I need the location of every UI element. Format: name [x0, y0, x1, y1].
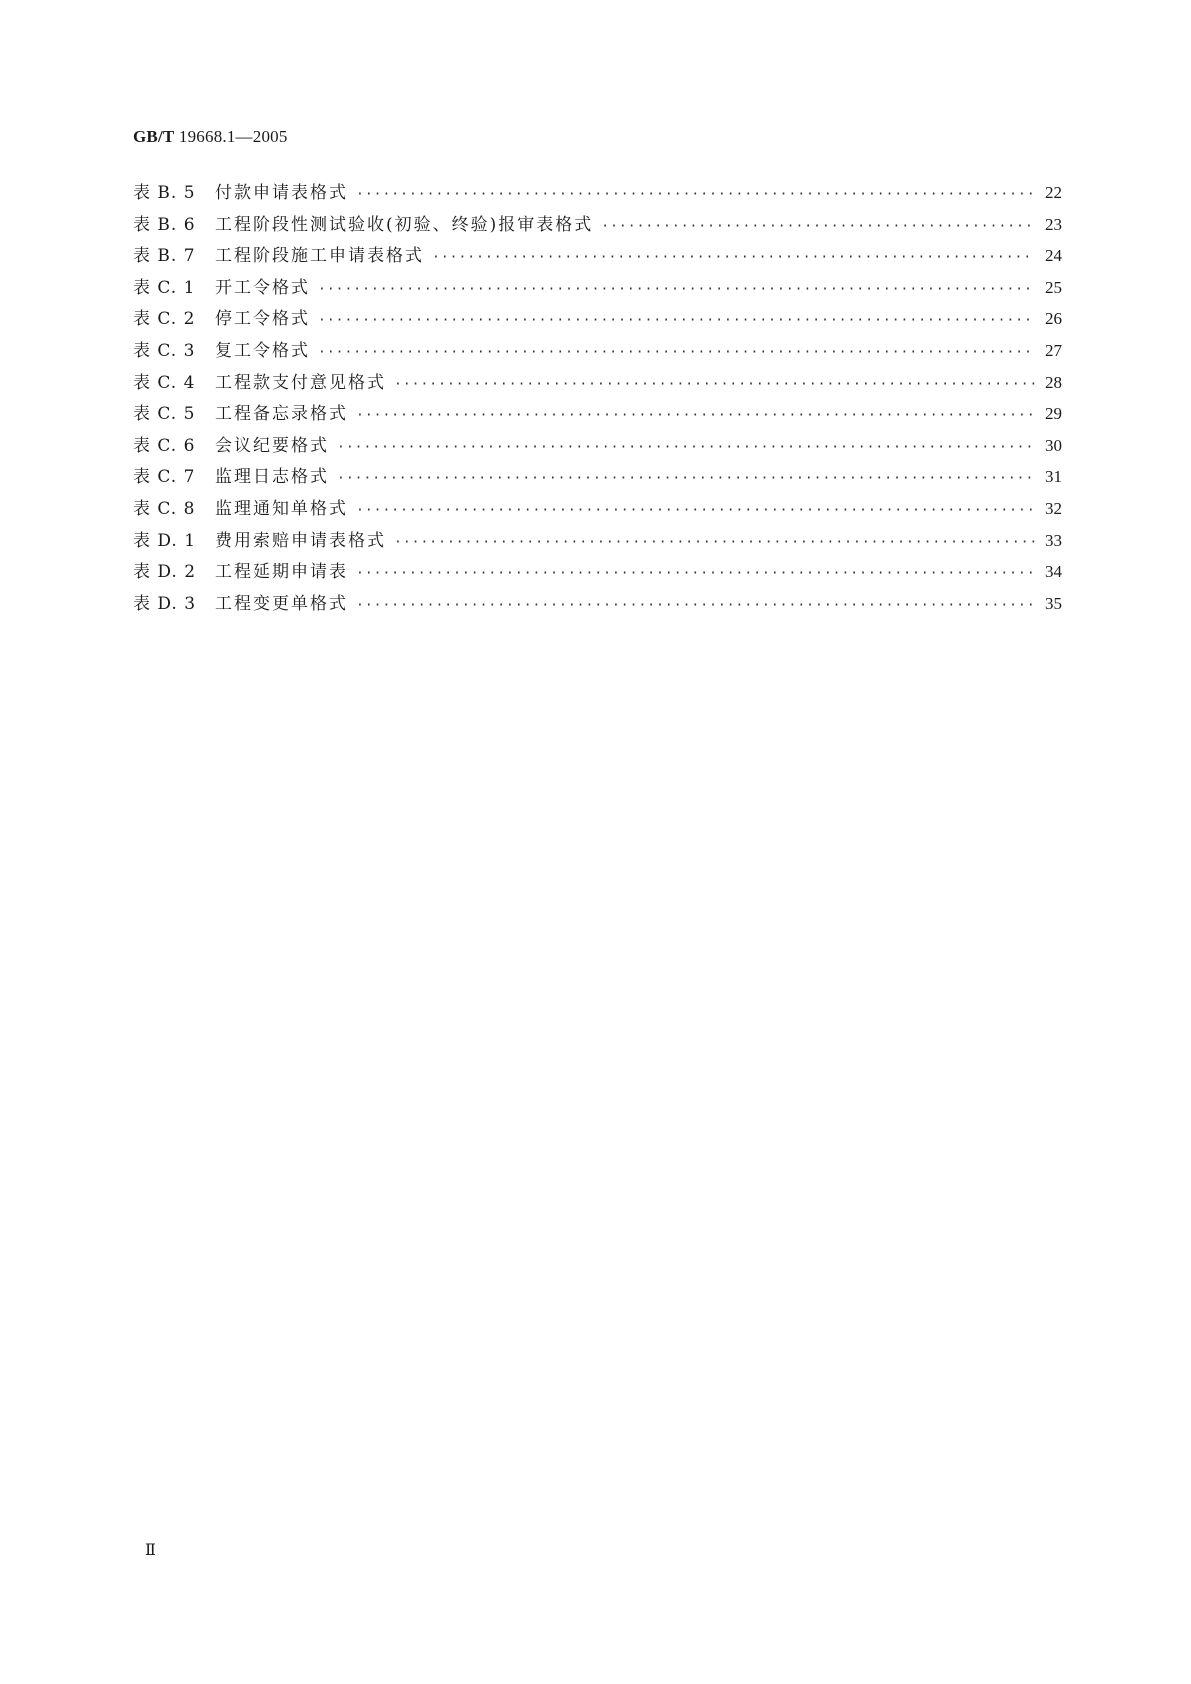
- toc-entry-page: 30: [1045, 435, 1062, 455]
- toc-entry[interactable]: [133, 336, 1062, 368]
- toc-entry[interactable]: [133, 399, 1062, 431]
- toc-entry-number: 表 C. 2: [133, 309, 196, 330]
- toc-entry-page: 34: [1045, 562, 1062, 582]
- toc-leader-dots: [318, 282, 1035, 297]
- toc-entry[interactable]: [133, 273, 1062, 305]
- toc-entry-page: 24: [1045, 246, 1062, 266]
- standard-code: GB/T: [133, 127, 175, 146]
- toc-entry-title: 监理日志格式: [215, 467, 329, 488]
- toc-leader-dots: [356, 566, 1035, 581]
- page-number: Ⅱ: [145, 1542, 156, 1559]
- toc-entry-title: 工程款支付意见格式: [215, 372, 386, 393]
- toc-leader-dots: [318, 313, 1035, 328]
- toc-leader-dots: [318, 345, 1035, 360]
- toc-leader-dots: [356, 408, 1035, 423]
- toc-entry-page: 31: [1045, 467, 1062, 487]
- toc-entry-title: 工程阶段性测试验收(初验、终验)报审表格式: [215, 214, 594, 235]
- standard-number: 19668.1—2005: [178, 127, 288, 146]
- toc-entry-page: 23: [1045, 214, 1062, 234]
- toc-entry-number: 表 C. 3: [133, 340, 196, 361]
- toc-entry-page: 26: [1045, 309, 1062, 329]
- toc-entry-page: 27: [1045, 340, 1062, 360]
- toc-entry-number: 表 B. 6: [133, 214, 196, 235]
- toc-entry[interactable]: [133, 526, 1062, 558]
- toc-entry[interactable]: [133, 304, 1062, 336]
- toc-entry[interactable]: [133, 210, 1062, 242]
- toc-entry-number: 表 B. 5: [133, 183, 196, 203]
- toc-entry-number: 表 D. 3: [133, 593, 197, 614]
- toc-entry-page: 32: [1045, 498, 1062, 518]
- table-of-contents: [133, 178, 1062, 620]
- toc-entry-title: 付款申请表格式: [215, 183, 348, 203]
- toc-entry[interactable]: [133, 431, 1062, 463]
- toc-entry-number: 表 C. 5: [133, 404, 196, 425]
- toc-leader-dots: [356, 503, 1035, 518]
- toc-entry-number: 表 C. 8: [133, 498, 196, 519]
- toc-entry-page: 22: [1045, 183, 1062, 202]
- toc-entry-number: 表 D. 2: [133, 562, 197, 583]
- toc-entry-number: 表 D. 1: [133, 530, 197, 551]
- toc-entry-number: 表 C. 7: [133, 467, 196, 488]
- toc-entry-title: 工程变更单格式: [215, 593, 348, 614]
- toc-leader-dots: [394, 377, 1035, 392]
- toc-entry-title: 监理通知单格式: [215, 498, 348, 519]
- toc-leader-dots: [601, 219, 1035, 234]
- toc-entry-page: 25: [1045, 277, 1062, 297]
- toc-entry[interactable]: [133, 462, 1062, 494]
- toc-entry[interactable]: [133, 494, 1062, 526]
- toc-entry-page: 28: [1045, 372, 1062, 392]
- toc-entry-title: 复工令格式: [215, 340, 310, 361]
- toc-leader-dots: [356, 598, 1035, 613]
- toc-entry-number: 表 B. 7: [133, 246, 196, 267]
- toc-entry[interactable]: [133, 241, 1062, 273]
- toc-entry[interactable]: [133, 557, 1062, 589]
- toc-leader-dots: [337, 471, 1035, 486]
- toc-entry[interactable]: [133, 589, 1062, 621]
- toc-entry-title: 开工令格式: [215, 277, 310, 298]
- toc-entry-title: 工程备忘录格式: [215, 404, 348, 425]
- toc-entry-title: 费用索赔申请表格式: [215, 530, 386, 551]
- toc-leader-dots: [394, 535, 1035, 550]
- toc-entry[interactable]: [133, 178, 1062, 210]
- document-header: [133, 127, 288, 147]
- toc-leader-dots: [356, 187, 1035, 202]
- toc-entry-title: 工程阶段施工申请表格式: [215, 246, 424, 267]
- toc-leader-dots: [432, 250, 1035, 265]
- toc-entry-number: 表 C. 1: [133, 277, 196, 298]
- toc-entry-title: 停工令格式: [215, 309, 310, 330]
- toc-entry-page: 29: [1045, 404, 1062, 424]
- toc-entry-number: 表 C. 4: [133, 372, 196, 393]
- toc-entry[interactable]: [133, 368, 1062, 400]
- toc-entry-title: 工程延期申请表: [215, 562, 348, 583]
- toc-entry-number: 表 C. 6: [133, 435, 196, 456]
- toc-leader-dots: [337, 440, 1035, 455]
- toc-entry-page: 33: [1045, 530, 1062, 550]
- toc-entry-page: 35: [1045, 593, 1062, 613]
- toc-entry-title: 会议纪要格式: [215, 435, 329, 456]
